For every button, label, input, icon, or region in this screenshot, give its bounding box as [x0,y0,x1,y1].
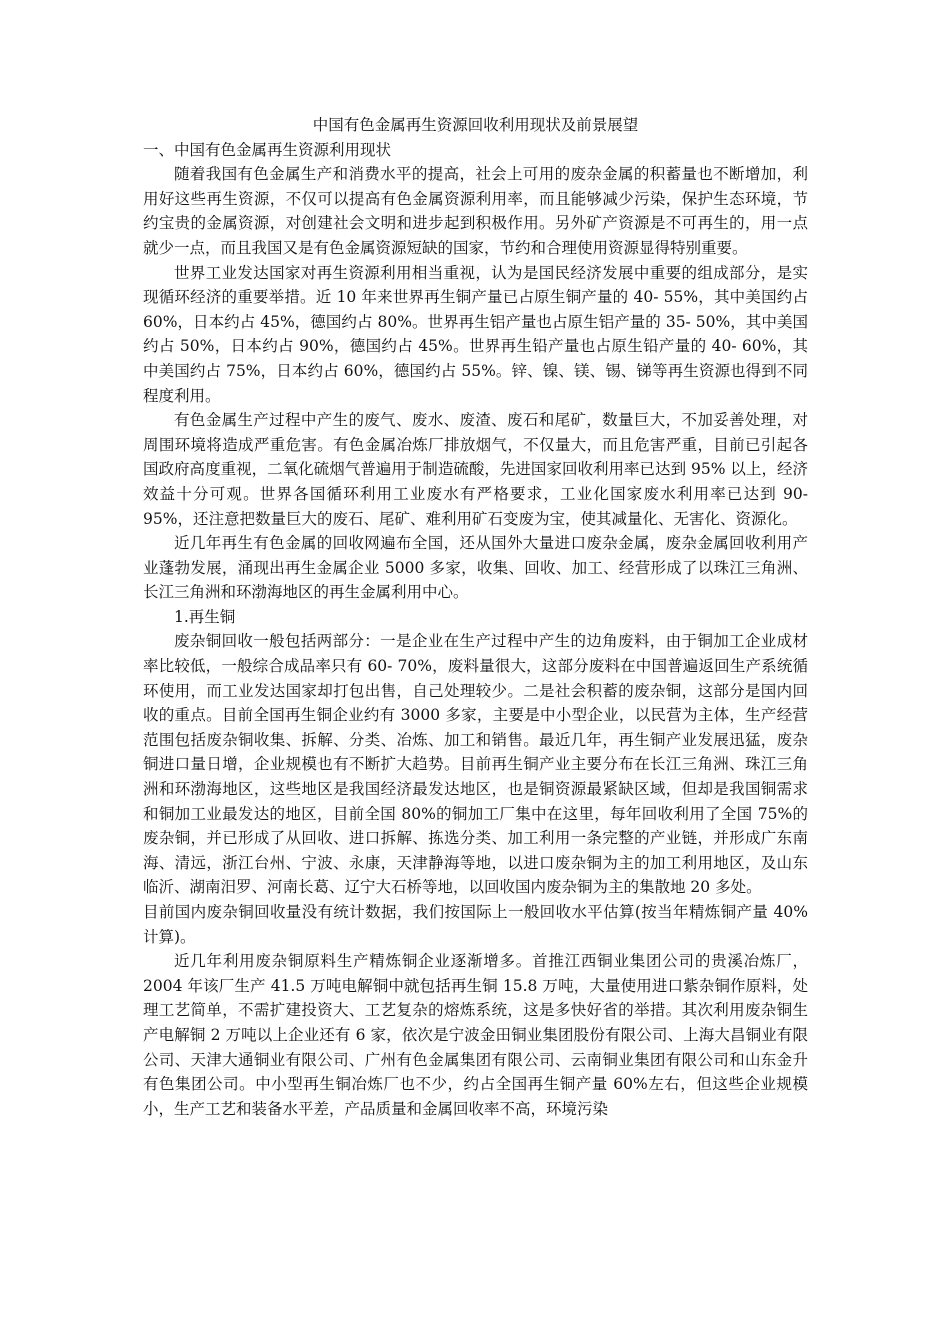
paragraph: 世界工业发达国家对再生资源利用相当重视，认为是国民经济发展中重要的组成部分，是实现循环经济的重要举措。近 10 年来世界再生铜产量已占原生铜产量的 40- 55%，其中美国约占 60%，日本约占 45%，德国约占 80%。世界再生铝产量也占原生铝产量的 35- 50%，其中美国约占 50%，日本约占 90%，德国约占 45%。世界再生铅产量也占原生铅产量的 40- 60%，其中美国约占 75%，日本约占 60%，德国约占 55%。锌、镍、镁、锡、锑等再生资源也得到不同程度利用。 [143,263,808,405]
subsection-heading: 1.再生铜 [174,607,236,626]
paragraph: 近几年利用废杂铜原料生产精炼铜企业逐渐增多。首推江西铜业集团公司的贵溪冶炼厂，2004 年该厂生产 41.5 万吨电解铜中就包括再生铜 15.8 万吨，大量使用进口紫杂铜作原料，处理工艺简单，不需扩建投资大、工艺复杂的熔炼系统，这是多快好省的举措。其次利用废杂铜生产电解铜 2 万吨以上企业还有 6 家，依次是宁波金田铜业集团股份有限公司、上海大昌铜业有限公司、天津大通铜业有限公司、广州有色金属集团有限公司、云南铜业集团有限公司和山东金升有色集团公司。中小型再生铜冶炼厂也不少，约占全国再生铜产量 60%左右，但这些企业规模小，生产工艺和装备水平差，产品质量和金属回收率不高，环境污染 [143,952,808,1118]
document-title: 中国有色金属再生资源回收利用现状及前景展望 [312,116,639,134]
paragraph: 有色金属生产过程中产生的废气、废水、废渣、废石和尾矿，数量巨大，不加妥善处理，对周围环境将造成严重危害。有色金属冶炼厂排放烟气，不仅量大，而且危害严重，目前已引起各国政府高度重视，二氧化硫烟气普遍用于制造硫酸，先进国家回收利用率已达到 95% 以上，经济效益十分可观。世界各国循环利用工业废水有严格要求，工业化国家废水利用率已达到 90-95%，还注意把数量巨大的废石、尾矿、难利用矿石变废为宝，使其减量化、无害化、资源化。 [143,411,808,528]
paragraph: 随着我国有色金属生产和消费水平的提高，社会上可用的废杂金属的积蓄量也不断增加，利用好这些再生资源，不仅可以提高有色金属资源利用率，而且能够减少污染，保护生态环境，节约宝贵的金属资源，对创建社会文明和进步起到积极作用。另外矿产资源是不可再生的，用一点就少一点，而且我国又是有色金属资源短缺的国家，节约和合理使用资源显得特别重要。 [143,165,808,257]
paragraph: 废杂铜回收一般包括两部分：一是企业在生产过程中产生的边角废料，由于铜加工企业成材率比较低，一般综合成品率只有 60- 70%，废料量很大，这部分废料在中国普遍返回生产系统循环使用，而工业发达国家却打包出售，自己处理较少。二是社会积蓄的废杂铜，这部分是国内回收的重点。目前全国再生铜企业约有 3000 多家，主要是中小型企业，以民营为主体，生产经营范围包括废杂铜收集、拆解、分类、冶炼、加工和销售。最近几年，再生铜产业发展迅猛，废杂铜进口量日增，企业规模也有不断扩大趋势。目前再生铜产业主要分布在长江三角洲、珠江三角洲和环渤海地区，这些地区是我国经济最发达地区，也是铜资源最紧缺区域，但却是我国铜需求和铜加工业最发达的地区，目前全国 80%的铜加工厂集中在这里，每年回收利用了全国 75%的废杂铜，并已形成了从回收、进口拆解、拣选分类、加工利用一条完整的产业链，并形成广东南海、清远，浙江台州、宁波、永康，天津静海等地，以进口废杂铜为主的加工利用地区，及山东临沂、湖南汨罗、河南长葛、辽宁大石桥等地，以回收国内废杂铜为主的集散地 20 多处。 [143,632,808,897]
document-page [143,113,808,1121]
paragraph: 近几年再生有色金属的回收网遍布全国，还从国外大量进口废杂金属，废杂金属回收利用产业蓬勃发展，涌现出再生金属企业 5000 多家，收集、回收、加工、经营形成了以珠江三角洲、长江三角洲和环渤海地区的再生金属利用中心。 [143,534,808,602]
paragraph: 目前国内废杂铜回收量没有统计数据，我们按国际上一般回收水平估算(按当年精炼铜产量 40%计算)。 [143,903,808,946]
section-heading: 一、中国有色金属再生资源利用现状 [143,140,392,159]
